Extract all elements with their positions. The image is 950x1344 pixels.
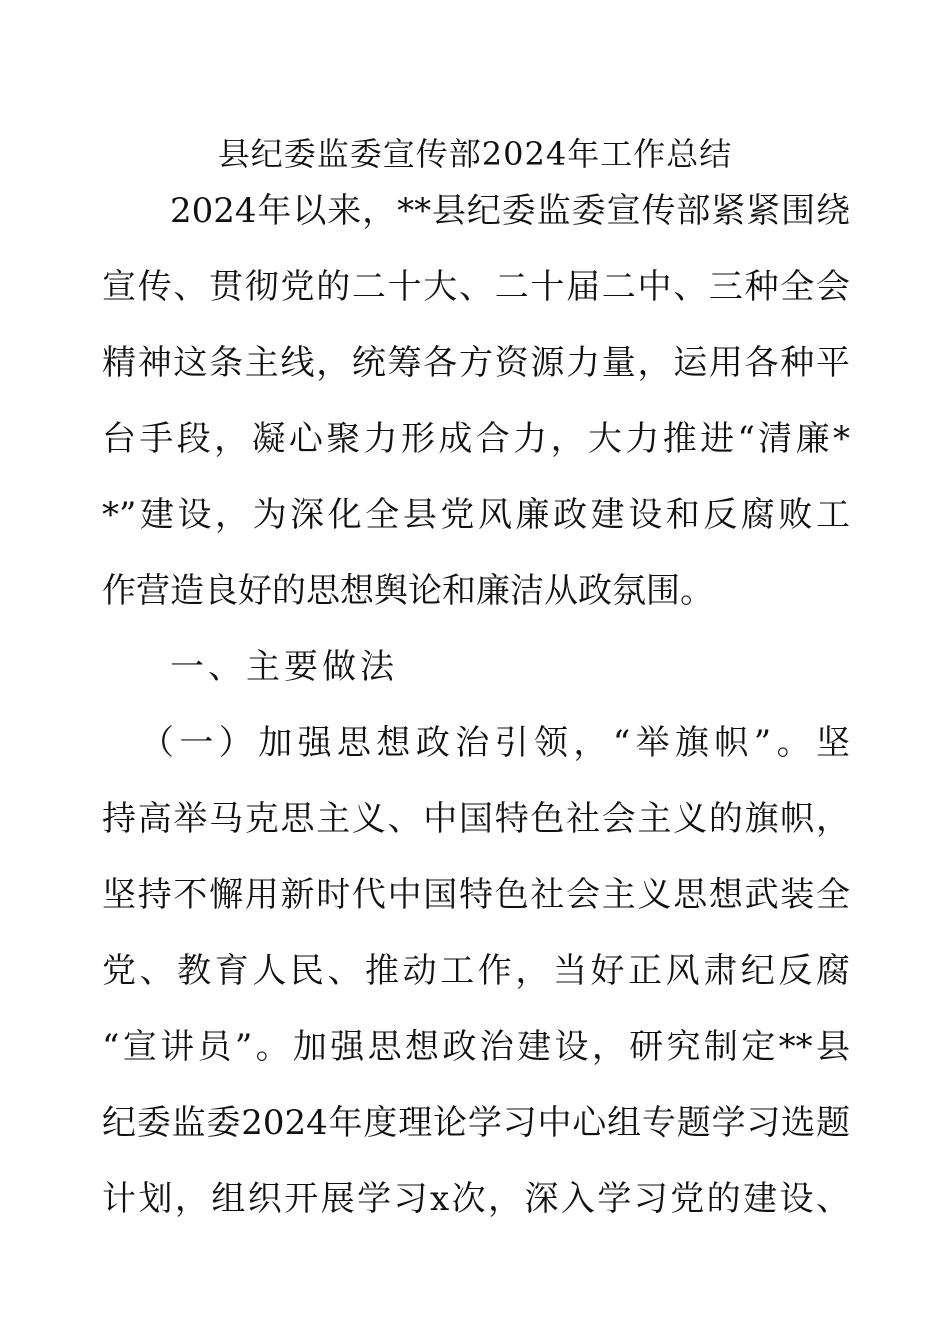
- paragraph-line-6: 作营造良好的思想舆论和廉洁从政氛围。: [102, 571, 714, 611]
- section-heading: 一、主要做法: [170, 647, 398, 687]
- paragraph-line-13: 纪委监委2024年度理论学习中心组专题学习选题: [102, 1103, 850, 1143]
- paragraph-line-14: 计划，组织开展学习x次，深入学习党的建设、: [102, 1179, 850, 1219]
- paragraph-line-12: “宣讲员”。加强思想政治建设，研究制定**县: [102, 1027, 850, 1067]
- paragraph-line-3: 精神这条主线，统筹各方资源力量，运用各种平: [102, 343, 850, 383]
- paragraph-line-9: 持高举马克思主义、中国特色社会主义的旗帜，: [102, 799, 850, 839]
- paragraph-line-4: 台手段，凝心聚力形成合力，大力推进“清廉*: [102, 419, 850, 459]
- paragraph-line-10: 坚持不懈用新时代中国特色社会主义思想武装全: [102, 875, 850, 915]
- paragraph-line-1: 2024年以来，**县纪委监委宣传部紧紧围绕: [170, 191, 850, 231]
- paragraph-line-5: *”建设，为深化全县党风廉政建设和反腐败工: [102, 495, 850, 535]
- paragraph-line-8: （一）加强思想政治引领，“举旗帜”。坚: [140, 723, 850, 763]
- paragraph-line-2: 宣传、贯彻党的二十大、二十届二中、三种全会: [102, 267, 850, 307]
- paragraph-line-11: 党、教育人民、推动工作，当好正风肃纪反腐: [102, 951, 850, 991]
- document-title: 县纪委监委宣传部2024年工作总结: [217, 135, 733, 173]
